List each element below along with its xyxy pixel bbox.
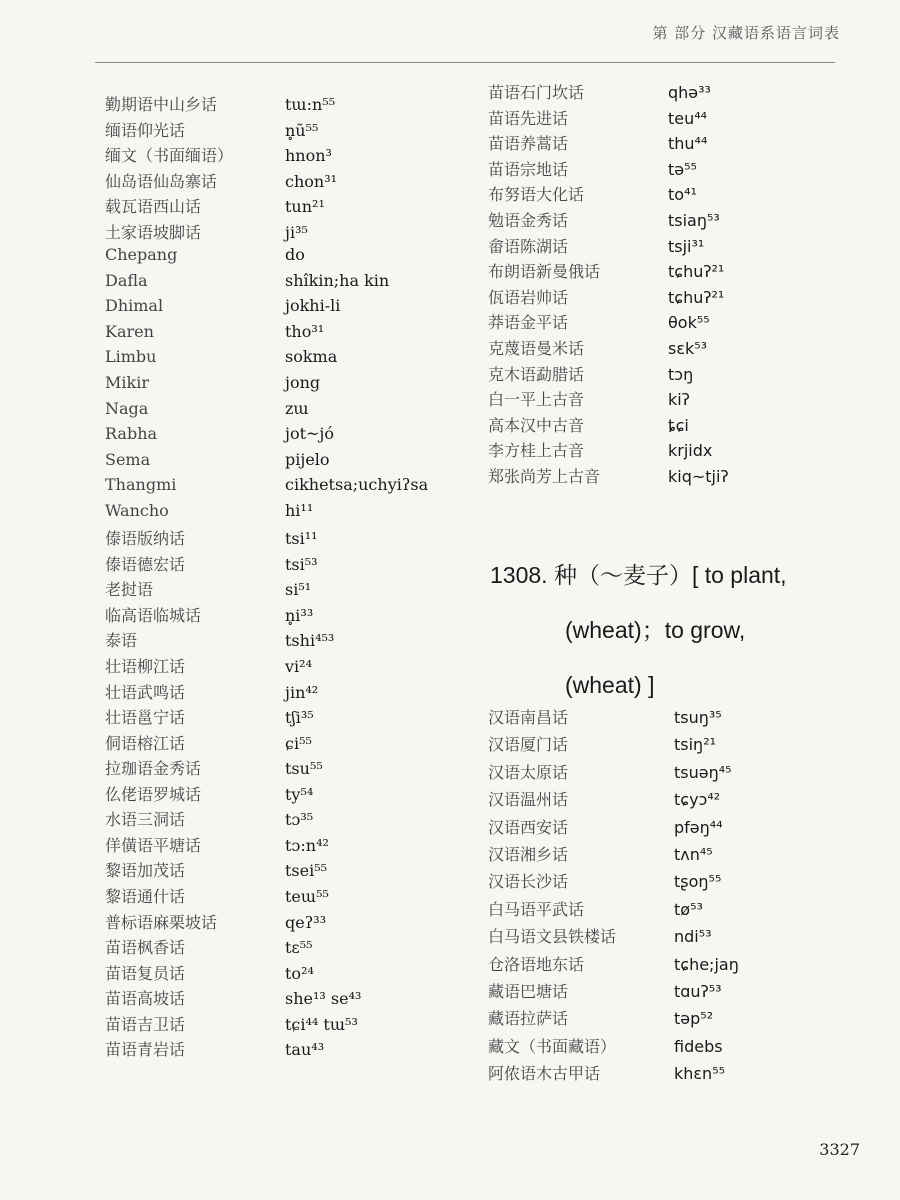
word-form: she¹³ se⁴³ — [285, 989, 362, 1009]
language-name: 郑张尚芳上古音 — [488, 466, 601, 486]
entry-row — [488, 438, 729, 464]
entry-row — [488, 979, 739, 1006]
word-form: tsi¹¹ — [285, 529, 318, 549]
word-form: do — [285, 245, 305, 265]
language-name: Rabha — [105, 424, 158, 444]
language-name: 布努语大化话 — [488, 185, 585, 205]
language-name: 苗语复员话 — [105, 963, 186, 983]
language-name: 黎语加茂话 — [105, 861, 186, 881]
word-form: tɕhe;jaŋ — [674, 954, 739, 974]
language-name: 老挝语 — [105, 580, 154, 600]
word-form: tɔŋ — [668, 364, 694, 384]
running-header: 第 部分 汉藏语系语言词表 — [652, 24, 840, 42]
word-form: thu⁴⁴ — [668, 134, 708, 154]
entry-row — [488, 732, 739, 759]
entry-row — [488, 259, 729, 285]
entry-row — [105, 986, 428, 1012]
language-name: 藏文（书面藏语） — [488, 1036, 617, 1056]
language-name: 苗语吉卫话 — [105, 1014, 186, 1034]
entry-row — [105, 680, 428, 706]
entry-row — [488, 464, 729, 490]
word-form: sɛk⁵³ — [668, 338, 708, 358]
language-name: 汉语温州话 — [488, 790, 569, 810]
entry-row — [105, 807, 428, 833]
word-form: tsei⁵⁵ — [285, 861, 328, 881]
entry-row — [488, 842, 739, 869]
entry-row — [488, 924, 739, 951]
entry-row — [488, 106, 729, 132]
word-form: tɛ⁵⁵ — [285, 938, 313, 958]
language-name: 苗语宗地话 — [488, 159, 569, 179]
entry-row — [488, 234, 729, 260]
language-name: 汉语长沙话 — [488, 872, 569, 892]
entry-row — [105, 935, 428, 961]
entry-row — [105, 910, 428, 936]
language-name: 畲语陈湖话 — [488, 236, 569, 256]
entry-row — [488, 157, 729, 183]
entry-row — [105, 143, 428, 169]
language-name: 苗语养蒿话 — [488, 134, 569, 154]
word-form: qhə³³ — [668, 83, 711, 102]
page-number: 3327 — [819, 1140, 860, 1159]
word-form: zɯ — [285, 398, 309, 418]
language-name: Dhimal — [105, 296, 164, 316]
entry-row — [105, 782, 428, 808]
language-name: Naga — [105, 398, 149, 418]
word-form: tʃi³⁵ — [285, 708, 314, 728]
language-name: 水语三洞话 — [105, 810, 186, 830]
language-name: 阿侬语木古甲话 — [488, 1064, 601, 1084]
entry-row — [488, 208, 729, 234]
language-name: 壮语柳江话 — [105, 657, 186, 677]
entry-row — [488, 787, 739, 814]
entry-heading-line-1: 1308. 种（～麦子）[ to plant, — [490, 562, 787, 588]
language-name: 傣语版纳话 — [105, 529, 186, 549]
language-name: 土家语坡脚话 — [105, 222, 202, 242]
language-name: 苗语高坡话 — [105, 989, 186, 1009]
entry-row — [105, 705, 428, 731]
word-form: kiʔ — [668, 390, 690, 410]
language-name: 壮语邕宁话 — [105, 708, 186, 728]
entry-row — [488, 387, 729, 413]
entry-row — [105, 884, 428, 910]
entry-row — [488, 815, 739, 842]
language-name: 苗语先进话 — [488, 108, 569, 128]
entry-row — [488, 413, 729, 439]
entry-row — [488, 897, 739, 924]
language-name: 汉语西安话 — [488, 817, 569, 837]
language-name: 苗语石门坎话 — [488, 83, 585, 102]
word-form: tʂoŋ⁵⁵ — [674, 872, 722, 892]
entry-row — [488, 705, 739, 732]
word-form: tɕhuʔ²¹ — [668, 287, 725, 307]
word-form: ndi⁵³ — [674, 927, 712, 947]
entry-row — [105, 603, 428, 629]
word-form: hi¹¹ — [285, 500, 314, 520]
entry-row — [488, 869, 739, 896]
entry-row — [105, 756, 428, 782]
word-form: ji³⁵ — [285, 222, 308, 242]
entry-row — [488, 1034, 739, 1061]
language-name: 佤语岩帅话 — [488, 287, 569, 307]
word-form: təp⁵² — [674, 1009, 714, 1029]
word-form: pfəŋ⁴⁴ — [674, 817, 723, 837]
entry-row — [105, 450, 428, 476]
language-name: 泰语 — [105, 631, 138, 651]
entry-row — [105, 373, 428, 399]
word-form: fidebs — [674, 1036, 723, 1056]
entry-row — [105, 271, 428, 297]
word-form: ɕi⁵⁵ — [285, 733, 312, 753]
word-form: tsiaŋ⁵³ — [668, 210, 720, 230]
entry-row — [105, 118, 428, 144]
language-name: 缅语仰光话 — [105, 120, 186, 140]
language-name: 汉语太原话 — [488, 762, 569, 782]
word-form: tshi⁴⁵³ — [285, 631, 335, 651]
language-name: Sema — [105, 449, 151, 469]
word-form: sokma — [285, 347, 338, 367]
language-name: 克木语勐腊话 — [488, 364, 585, 384]
language-name: 藏语拉萨话 — [488, 1009, 569, 1029]
word-form: tho³¹ — [285, 321, 325, 341]
language-name: Mikir — [105, 373, 149, 393]
right-column-top — [488, 80, 729, 490]
language-name: Chepang — [105, 245, 178, 265]
word-form: krjidx — [668, 441, 713, 461]
entry-row — [105, 731, 428, 757]
language-name: 白马语文县铁楼话 — [488, 927, 617, 947]
header-rule — [95, 62, 835, 63]
entry-row — [105, 501, 428, 527]
word-form: jin⁴² — [285, 682, 319, 702]
word-form: tʌn⁴⁵ — [674, 844, 713, 864]
entry-heading — [490, 548, 830, 713]
word-form: jong — [285, 373, 321, 393]
language-name: 高本汉中古音 — [488, 415, 585, 435]
word-form: tɔ:n⁴² — [285, 835, 329, 855]
word-form: tau⁴³ — [285, 1040, 325, 1060]
language-name: 临高语临城话 — [105, 605, 202, 625]
language-name: 仫佬语罗城话 — [105, 784, 202, 804]
word-form: khɛn⁵⁵ — [674, 1064, 726, 1084]
entry-row — [105, 169, 428, 195]
entry-row — [105, 245, 428, 271]
language-name: 李方桂上古音 — [488, 441, 585, 461]
language-name: 白一平上古音 — [488, 390, 585, 410]
language-name: 傣语德宏话 — [105, 554, 186, 574]
entry-row — [105, 1012, 428, 1038]
entry-row — [105, 399, 428, 425]
language-name: 勉语金秀话 — [488, 210, 569, 230]
word-form: tə⁵⁵ — [668, 159, 697, 179]
entry-row — [488, 131, 729, 157]
word-form: tun²¹ — [285, 197, 325, 217]
language-name: 黎语通什话 — [105, 886, 186, 906]
entry-heading-line-2: (wheat)；to grow, — [565, 617, 746, 643]
language-name: 克蔑语曼米话 — [488, 338, 585, 358]
word-form: n̥ũ⁵⁵ — [285, 120, 319, 140]
entry-row — [488, 310, 729, 336]
entry-row — [488, 952, 739, 979]
word-form: ȶɕi — [668, 415, 689, 435]
word-form: jot~jó — [285, 424, 335, 444]
word-form: tɑuʔ⁵³ — [674, 981, 722, 1001]
word-form: cikhetsa;uchyiʔsa — [285, 475, 429, 495]
entry-row — [488, 182, 729, 208]
word-form: ty⁵⁴ — [285, 784, 314, 804]
word-form: kiq~tjiʔ — [668, 466, 729, 486]
entry-row — [105, 552, 428, 578]
entry-row — [105, 296, 428, 322]
language-name: 汉语南昌话 — [488, 708, 569, 727]
word-form: tsuŋ³⁵ — [674, 708, 722, 727]
right-column-bottom — [488, 705, 739, 1088]
entry-row — [105, 961, 428, 987]
word-form: tɕyɔ⁴² — [674, 790, 721, 810]
entry-row — [105, 1037, 428, 1063]
language-name: 白马语平武话 — [488, 899, 585, 919]
language-name: 载瓦语西山话 — [105, 197, 202, 217]
language-name: 佯僙语平塘话 — [105, 835, 202, 855]
word-form: tsji³¹ — [668, 236, 705, 256]
language-name: Wancho — [105, 500, 169, 520]
word-form: tsi⁵³ — [285, 554, 318, 574]
language-name: 壮语武鸣话 — [105, 682, 186, 702]
language-name: Limbu — [105, 347, 157, 367]
entry-row — [105, 347, 428, 373]
entry-row — [488, 285, 729, 311]
entry-row — [105, 858, 428, 884]
word-form: tø⁵³ — [674, 899, 703, 919]
entry-row — [105, 92, 428, 118]
language-name: 苗语枫香话 — [105, 938, 186, 958]
word-form: hnon³ — [285, 146, 332, 166]
language-name: 藏语巴塘话 — [488, 981, 569, 1001]
word-form: shîkin;ha kin — [285, 270, 390, 290]
left-column — [105, 92, 428, 1063]
entry-row — [488, 362, 729, 388]
entry-row — [105, 577, 428, 603]
entry-row — [105, 475, 428, 501]
language-name: Thangmi — [105, 475, 177, 495]
word-form: jokhi-li — [285, 296, 341, 316]
word-form: chon³¹ — [285, 171, 338, 191]
language-name: 勤期语中山乡话 — [105, 95, 218, 114]
word-form: tsuəŋ⁴⁵ — [674, 762, 732, 782]
entry-row — [488, 80, 729, 106]
entry-row — [105, 322, 428, 348]
language-name: 苗语青岩话 — [105, 1040, 186, 1060]
word-form: to⁴¹ — [668, 185, 697, 205]
word-form: tsu⁵⁵ — [285, 759, 323, 779]
language-name: 普标语麻栗坡话 — [105, 912, 218, 932]
language-name: 仓洛语地东话 — [488, 954, 585, 974]
language-name: 汉语湘乡话 — [488, 844, 569, 864]
entry-row — [105, 654, 428, 680]
entry-row — [105, 220, 428, 246]
word-form: θok⁵⁵ — [668, 313, 710, 333]
language-name: 侗语榕江话 — [105, 733, 186, 753]
entry-row — [105, 194, 428, 220]
language-name: Dafla — [105, 270, 148, 290]
language-name: 汉语厦门话 — [488, 735, 569, 755]
word-form: tɕi⁴⁴ tɯ⁵³ — [285, 1014, 358, 1034]
word-form: pijelo — [285, 449, 330, 469]
word-form: tsiŋ²¹ — [674, 735, 717, 755]
entry-row — [488, 760, 739, 787]
entry-heading-line-3: (wheat) ] — [565, 672, 655, 698]
entry-row — [105, 424, 428, 450]
word-form: vi²⁴ — [285, 657, 312, 677]
word-form: n̥i³³ — [285, 605, 314, 625]
word-form: si⁵¹ — [285, 580, 312, 600]
language-name: 缅文（书面缅语） — [105, 146, 234, 166]
entry-row — [488, 1006, 739, 1033]
entry-row — [105, 628, 428, 654]
word-form: tɯ:n⁵⁵ — [285, 95, 336, 114]
word-form: teu⁴⁴ — [668, 108, 708, 128]
word-form: tɕhuʔ²¹ — [668, 262, 725, 282]
language-name: 莽语金平话 — [488, 313, 569, 333]
word-form: to²⁴ — [285, 963, 314, 983]
word-form: teɯ⁵⁵ — [285, 886, 329, 906]
entry-row — [488, 336, 729, 362]
word-form: qeʔ³³ — [285, 912, 327, 932]
language-name: Karen — [105, 321, 154, 341]
entry-row — [488, 1061, 739, 1088]
entry-row — [105, 526, 428, 552]
language-name: 仙岛语仙岛寨话 — [105, 171, 218, 191]
word-form: tɔ³⁵ — [285, 810, 314, 830]
language-name: 拉珈语金秀话 — [105, 759, 202, 779]
language-name: 布朗语新曼俄话 — [488, 262, 601, 282]
entry-row — [105, 833, 428, 859]
